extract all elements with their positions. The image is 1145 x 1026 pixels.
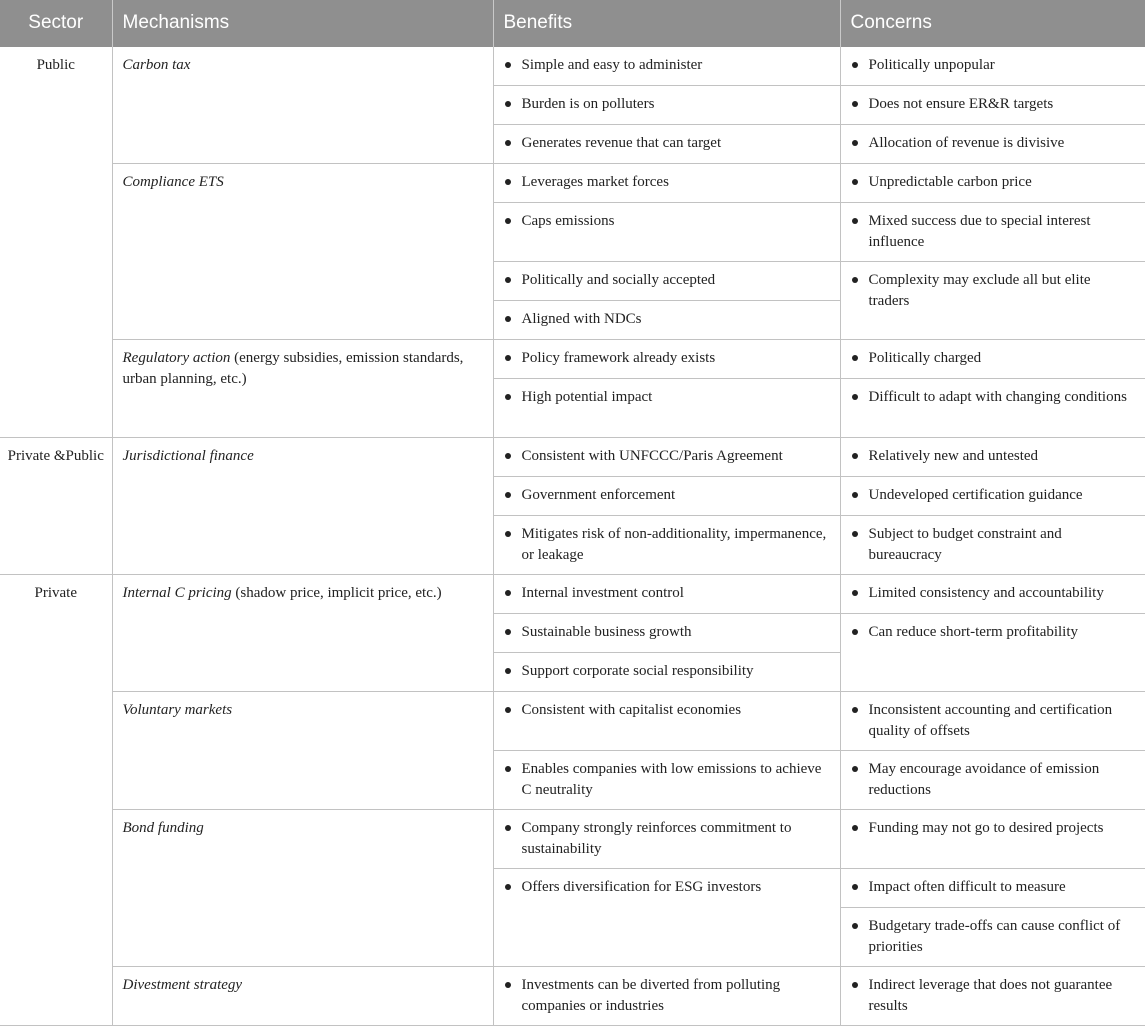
benefit-cell: Investments can be diverted from polluting companies or industries [493,967,840,1026]
mechanism-name: Jurisdictional finance [122,448,254,464]
mechanism-cell [112,967,493,1026]
mechanism-name: Voluntary markets [122,702,233,718]
concern-cell: Relatively new and untested [840,438,1145,477]
benefit-cell: Politically and socially accepted [493,262,840,301]
mechanism-name: Divestment strategy [122,977,243,993]
concern-cell: Does not ensure ER&R targets [840,86,1145,125]
mechanism-cell [112,164,493,340]
benefit-cell: Policy framework already exists [493,340,840,379]
mechanism-cell [112,575,493,692]
concern-cell: Subject to budget constraint and bureaucracy [840,516,1145,575]
mechanism-name: Carbon tax [122,57,191,73]
mechanism-cell [112,810,493,967]
benefit-cell: Consistent with capitalist economies [493,692,840,751]
benefit-cell: Burden is on polluters [493,86,840,125]
table-row [0,575,1145,614]
benefit-cell: Support corporate social responsibility [493,653,840,692]
table-row [0,340,1145,379]
mechanism-name: Regulatory action [122,350,231,366]
benefit-cell: Government enforcement [493,477,840,516]
column-header-benefits: Benefits [493,0,840,47]
concern-cell: Funding may not go to desired projects [840,810,1145,869]
concern-cell: Mixed success due to special interest influence [840,203,1145,262]
mechanism-detail: (shadow price, implicit price, etc.) [231,585,442,601]
sector-cell: Private &Public [0,438,112,575]
benefit-cell: Sustainable business growth [493,614,840,653]
benefit-cell: High potential impact [493,379,840,438]
column-header-mechanisms: Mechanisms [112,0,493,47]
mechanism-cell [112,438,493,575]
concern-cell: Limited consistency and accountability [840,575,1145,614]
concern-cell: Politically unpopular [840,47,1145,86]
benefit-cell: Caps emissions [493,203,840,262]
benefit-cell: Company strongly reinforces commitment to sustainability [493,810,840,869]
mechanism-cell [112,692,493,810]
mechanism-cell [112,340,493,438]
sector-cell: Private [0,575,112,1026]
concern-cell: Can reduce short-term profitability [840,614,1145,692]
concern-cell: Indirect leverage that does not guarantee results [840,967,1145,1026]
column-header-sector: Sector [0,0,112,47]
concern-cell: Inconsistent accounting and certification quality of offsets [840,692,1145,751]
table-row [0,692,1145,751]
table-row [0,810,1145,869]
table-row [0,47,1145,86]
benefit-cell: Enables companies with low emissions to achieve C neutrality [493,751,840,810]
benefit-cell: Internal investment control [493,575,840,614]
column-header-concerns: Concerns [840,0,1145,47]
mechanism-name: Internal C pricing [122,585,232,601]
mechanism-name: Bond funding [122,820,204,836]
table-row [0,438,1145,477]
benefit-cell: Mitigates risk of non-additionality, impermanence, or leakage [493,516,840,575]
benefit-cell: Offers diversification for ESG investors [493,869,840,967]
benefit-cell: Aligned with NDCs [493,301,840,340]
benefit-cell: Generates revenue that can target [493,125,840,164]
concern-cell: May encourage avoidance of emission reductions [840,751,1145,810]
table-row [0,967,1145,1026]
concern-cell: Difficult to adapt with changing conditions [840,379,1145,438]
concern-cell: Politically charged [840,340,1145,379]
benefit-cell: Simple and easy to administer [493,47,840,86]
benefit-cell: Consistent with UNFCCC/Paris Agreement [493,438,840,477]
table-row [0,164,1145,203]
benefit-cell: Leverages market forces [493,164,840,203]
mechanism-cell [112,47,493,164]
sector-cell: Public [0,47,112,438]
concern-cell: Complexity may exclude all but elite traders [840,262,1145,340]
header-row [0,0,1145,47]
concern-cell: Impact often difficult to measure [840,869,1145,908]
concern-cell: Unpredictable carbon price [840,164,1145,203]
concern-cell: Budgetary trade-offs can cause conflict of priorities [840,908,1145,967]
mechanism-detail: (energy subsidies, emission standards, urban planning, etc.) [122,350,464,387]
mechanism-name: Compliance ETS [122,174,224,190]
concern-cell: Undeveloped certification guidance [840,477,1145,516]
concern-cell: Allocation of revenue is divisive [840,125,1145,164]
